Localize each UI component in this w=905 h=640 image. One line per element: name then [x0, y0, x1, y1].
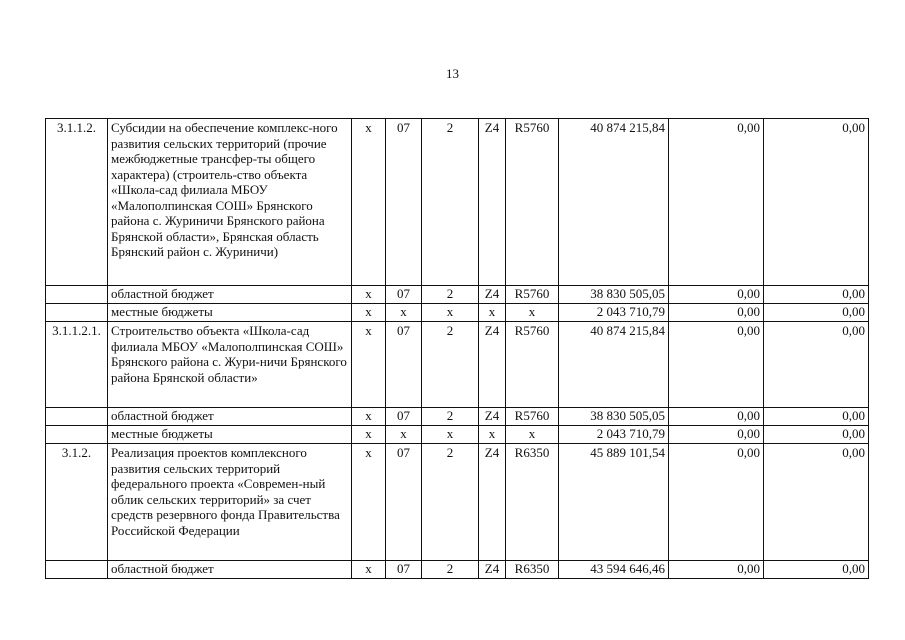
code-cell: Z4	[479, 322, 506, 408]
row-number	[46, 408, 108, 426]
value-cell: 0,00	[764, 408, 869, 426]
code-cell: Z4	[479, 286, 506, 304]
table-row	[46, 561, 869, 579]
code-cell: х	[386, 426, 422, 444]
code-cell: 2	[422, 322, 479, 408]
page-number: 13	[446, 66, 459, 81]
amount-cell: 40 874 215,84	[559, 119, 669, 286]
code-cell: х	[352, 304, 386, 322]
code-cell: R5760	[506, 286, 559, 304]
code-cell: 2	[422, 561, 479, 579]
code-cell: х	[422, 304, 479, 322]
value-cell: 0,00	[669, 286, 764, 304]
row-number: 3.1.2.	[46, 444, 108, 561]
code-cell: х	[479, 304, 506, 322]
code-cell: х	[506, 304, 559, 322]
code-cell: 07	[386, 408, 422, 426]
code-cell: R6350	[506, 561, 559, 579]
row-name: областной бюджет	[108, 408, 352, 426]
row-number	[46, 561, 108, 579]
row-number: 3.1.1.2.1.	[46, 322, 108, 408]
code-cell: 07	[386, 561, 422, 579]
row-name: областной бюджет	[108, 561, 352, 579]
code-cell: 07	[386, 286, 422, 304]
budget-table	[45, 118, 869, 579]
amount-cell: 43 594 646,46	[559, 561, 669, 579]
code-cell: х	[386, 304, 422, 322]
value-cell: 0,00	[764, 286, 869, 304]
code-cell: х	[352, 322, 386, 408]
row-name: Реализация проектов комплексного развития сельских территорий федерального проекта «Современ-ный облик сельских территорий» за счет средств резервного фонда Правительства Российской Федерации	[108, 444, 352, 561]
table-row	[46, 426, 869, 444]
table-row	[46, 322, 869, 408]
value-cell: 0,00	[764, 444, 869, 561]
value-cell: 0,00	[764, 322, 869, 408]
value-cell: 0,00	[669, 444, 764, 561]
code-cell: R5760	[506, 322, 559, 408]
value-cell: 0,00	[669, 426, 764, 444]
code-cell: х	[506, 426, 559, 444]
code-cell: х	[422, 426, 479, 444]
row-name: местные бюджеты	[108, 426, 352, 444]
amount-cell: 45 889 101,54	[559, 444, 669, 561]
code-cell: 2	[422, 444, 479, 561]
code-cell: х	[352, 444, 386, 561]
code-cell: R5760	[506, 408, 559, 426]
code-cell: 07	[386, 119, 422, 286]
code-cell: Z4	[479, 408, 506, 426]
amount-cell: 40 874 215,84	[559, 322, 669, 408]
row-name: Субсидии на обеспечение комплекс-ного развития сельских территорий (прочие межбюджетные трансфер-ты общего характера) (строитель-ство объекта «Школа-сад филиала МБОУ «Малополпинская СОШ» Брянского района с. Журиничи Брянского района Брянской области», Брянская область Брянский район с. Журиничи)	[108, 119, 352, 286]
table-row	[46, 444, 869, 561]
row-number	[46, 286, 108, 304]
value-cell: 0,00	[669, 119, 764, 286]
code-cell: х	[479, 426, 506, 444]
amount-cell: 2 043 710,79	[559, 304, 669, 322]
amount-cell: 2 043 710,79	[559, 426, 669, 444]
value-cell: 0,00	[764, 561, 869, 579]
table-row	[46, 304, 869, 322]
code-cell: R5760	[506, 119, 559, 286]
row-name: Строительство объекта «Школа-сад филиала МБОУ «Малополпинская СОШ» Брянского района с. Жури-ничи Брянского района Брянской области»	[108, 322, 352, 408]
code-cell: Z4	[479, 561, 506, 579]
code-cell: Z4	[479, 119, 506, 286]
code-cell: 2	[422, 119, 479, 286]
table-row	[46, 286, 869, 304]
value-cell: 0,00	[669, 322, 764, 408]
code-cell: 2	[422, 286, 479, 304]
code-cell: 07	[386, 444, 422, 561]
value-cell: 0,00	[669, 561, 764, 579]
row-number: 3.1.1.2.	[46, 119, 108, 286]
value-cell: 0,00	[764, 304, 869, 322]
code-cell: R6350	[506, 444, 559, 561]
amount-cell: 38 830 505,05	[559, 408, 669, 426]
code-cell: х	[352, 408, 386, 426]
code-cell: х	[352, 286, 386, 304]
code-cell: 2	[422, 408, 479, 426]
value-cell: 0,00	[669, 304, 764, 322]
code-cell: х	[352, 561, 386, 579]
amount-cell: 38 830 505,05	[559, 286, 669, 304]
row-name: областной бюджет	[108, 286, 352, 304]
value-cell: 0,00	[764, 119, 869, 286]
row-number	[46, 426, 108, 444]
code-cell: 07	[386, 322, 422, 408]
code-cell: х	[352, 119, 386, 286]
row-number	[46, 304, 108, 322]
value-cell: 0,00	[669, 408, 764, 426]
table-row	[46, 119, 869, 286]
value-cell: 0,00	[764, 426, 869, 444]
code-cell: х	[352, 426, 386, 444]
row-name: местные бюджеты	[108, 304, 352, 322]
table-row	[46, 408, 869, 426]
code-cell: Z4	[479, 444, 506, 561]
